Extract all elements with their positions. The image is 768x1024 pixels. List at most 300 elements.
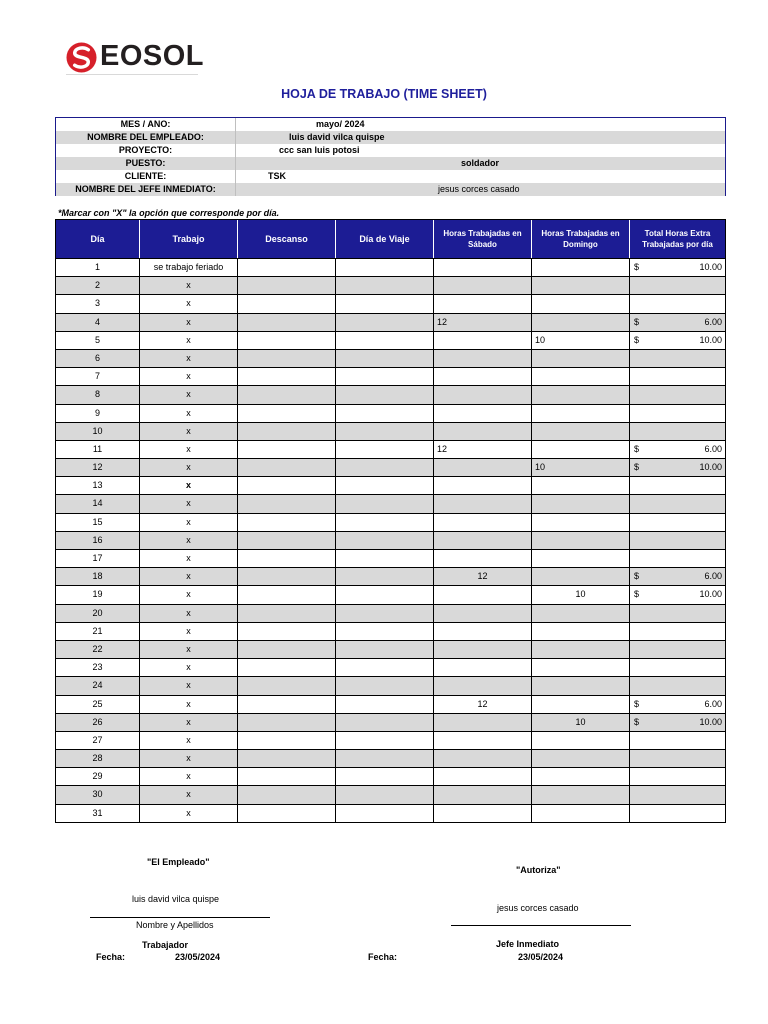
cell-trabajo: x xyxy=(140,677,238,694)
cell-domingo: 10 xyxy=(532,586,630,603)
table-row xyxy=(56,458,725,476)
cell-viaje xyxy=(336,786,434,803)
cell-total xyxy=(630,405,725,422)
header-trabajo: Trabajo xyxy=(140,220,238,258)
cell-total xyxy=(630,641,725,658)
cell-sabado xyxy=(434,277,532,294)
employee-info-table xyxy=(55,117,726,196)
total-value: 6.00 xyxy=(704,698,722,709)
cell-sabado xyxy=(434,586,532,603)
cell-sabado xyxy=(434,659,532,676)
supervisor-role: Jefe Inmediato xyxy=(496,939,560,949)
cell-sabado xyxy=(434,623,532,640)
supervisor-signature-name: jesus corces casado xyxy=(497,903,579,913)
cell-trabajo: x xyxy=(140,368,238,385)
cell-total xyxy=(630,605,725,622)
cell-trabajo: se trabajo feriado xyxy=(140,259,238,276)
employee-signature-caption: Nombre y Apellidos xyxy=(136,920,214,930)
cell-dia: 3 xyxy=(56,295,140,312)
table-row xyxy=(56,676,725,694)
cell-sabado xyxy=(434,805,532,822)
cell-dia: 14 xyxy=(56,495,140,512)
cell-descanso xyxy=(238,459,336,476)
cell-domingo xyxy=(532,477,630,494)
cell-total xyxy=(630,677,725,694)
cell-dia: 19 xyxy=(56,586,140,603)
total-value: 10.00 xyxy=(699,262,722,272)
cell-sabado xyxy=(434,350,532,367)
cell-dia: 17 xyxy=(56,550,140,567)
cell-descanso xyxy=(238,568,336,585)
cell-descanso xyxy=(238,295,336,312)
table-row xyxy=(56,313,725,331)
cell-domingo xyxy=(532,768,630,785)
cell-trabajo: x xyxy=(140,295,238,312)
cell-viaje xyxy=(336,805,434,822)
cell-dia: 12 xyxy=(56,459,140,476)
table-row xyxy=(56,276,725,294)
cell-viaje xyxy=(336,550,434,567)
table-row xyxy=(56,294,725,312)
cell-dia: 2 xyxy=(56,277,140,294)
cell-sabado xyxy=(434,495,532,512)
info-row-client xyxy=(56,170,725,183)
cell-total xyxy=(630,459,725,476)
cell-descanso xyxy=(238,259,336,276)
cell-dia: 15 xyxy=(56,514,140,531)
info-label: PUESTO: xyxy=(56,157,236,170)
header-domingo: Horas Trabajadas en Domingo xyxy=(532,220,630,258)
employee-signature-name: luis david vilca quispe xyxy=(132,894,220,904)
cell-total xyxy=(630,368,725,385)
cell-viaje xyxy=(336,623,434,640)
cell-descanso xyxy=(238,586,336,603)
cell-dia: 30 xyxy=(56,786,140,803)
info-row-project xyxy=(56,144,725,157)
cell-viaje xyxy=(336,277,434,294)
currency-symbol: $ xyxy=(634,462,640,473)
cell-sabado xyxy=(434,332,532,349)
cell-descanso xyxy=(238,495,336,512)
cell-domingo: 10 xyxy=(532,332,630,349)
cell-total xyxy=(630,568,725,585)
cell-dia: 25 xyxy=(56,696,140,713)
cell-domingo xyxy=(532,696,630,713)
cell-domingo xyxy=(532,805,630,822)
header-dia: Día xyxy=(56,220,140,258)
cell-trabajo: x xyxy=(140,696,238,713)
cell-dia: 10 xyxy=(56,423,140,440)
total-value: 6.00 xyxy=(704,316,722,327)
header-sabado: Horas Trabajadas en Sábado xyxy=(434,220,532,258)
info-value: TSK xyxy=(268,171,286,181)
table-row xyxy=(56,549,725,567)
table-row xyxy=(56,804,725,822)
currency-symbol: $ xyxy=(634,589,640,600)
cell-trabajo: x xyxy=(140,495,238,512)
cell-viaje xyxy=(336,750,434,767)
cell-descanso xyxy=(238,750,336,767)
currency-symbol: $ xyxy=(634,698,640,709)
cell-total xyxy=(630,332,725,349)
cell-dia: 5 xyxy=(56,332,140,349)
cell-viaje xyxy=(336,586,434,603)
cell-trabajo: x xyxy=(140,714,238,731)
cell-total xyxy=(630,423,725,440)
table-row xyxy=(56,494,725,512)
cell-domingo xyxy=(532,277,630,294)
table-row xyxy=(56,476,725,494)
cell-trabajo: x xyxy=(140,386,238,403)
cell-viaje xyxy=(336,350,434,367)
info-value: luis david vilca quispe xyxy=(289,132,385,142)
cell-trabajo: x xyxy=(140,768,238,785)
cell-domingo xyxy=(532,405,630,422)
cell-domingo xyxy=(532,532,630,549)
cell-trabajo: x xyxy=(140,732,238,749)
cell-trabajo: x xyxy=(140,641,238,658)
instruction-note: *Marcar con "X" la opción que corresponde por día. xyxy=(58,208,280,218)
header-descanso: Descanso xyxy=(238,220,336,258)
table-row xyxy=(56,331,725,349)
info-label: NOMBRE DEL JEFE INMEDIATO: xyxy=(56,183,236,196)
cell-domingo xyxy=(532,441,630,458)
cell-viaje xyxy=(336,568,434,585)
cell-trabajo: x xyxy=(140,314,238,331)
cell-total xyxy=(630,550,725,567)
cell-total xyxy=(630,295,725,312)
cell-descanso xyxy=(238,623,336,640)
table-row xyxy=(56,531,725,549)
cell-dia: 28 xyxy=(56,750,140,767)
cell-total xyxy=(630,586,725,603)
currency-symbol: $ xyxy=(634,334,640,345)
cell-dia: 7 xyxy=(56,368,140,385)
cell-trabajo: x xyxy=(140,514,238,531)
cell-sabado: 12 xyxy=(434,314,532,331)
cell-sabado xyxy=(434,605,532,622)
cell-trabajo: x xyxy=(140,423,238,440)
cell-domingo xyxy=(532,295,630,312)
cell-dia: 31 xyxy=(56,805,140,822)
cell-viaje xyxy=(336,677,434,694)
info-label: MES / ANO: xyxy=(56,118,236,131)
cell-sabado xyxy=(434,295,532,312)
employee-date: 23/05/2024 xyxy=(175,952,221,962)
cell-viaje xyxy=(336,386,434,403)
info-value: soldador xyxy=(461,158,500,168)
cell-trabajo: x xyxy=(140,441,238,458)
cell-domingo xyxy=(532,659,630,676)
cell-domingo xyxy=(532,605,630,622)
info-value: ccc san luis potosi xyxy=(279,145,360,155)
cell-sabado xyxy=(434,532,532,549)
cell-domingo: 10 xyxy=(532,714,630,731)
cell-viaje xyxy=(336,368,434,385)
cell-descanso xyxy=(238,768,336,785)
company-logo xyxy=(66,40,205,74)
table-row xyxy=(56,585,725,603)
cell-descanso xyxy=(238,532,336,549)
table-row xyxy=(56,404,725,422)
cell-sabado xyxy=(434,550,532,567)
cell-trabajo: x xyxy=(140,805,238,822)
cell-viaje xyxy=(336,477,434,494)
cell-domingo xyxy=(532,423,630,440)
cell-descanso xyxy=(238,732,336,749)
cell-dia: 21 xyxy=(56,623,140,640)
cell-dia: 22 xyxy=(56,641,140,658)
cell-viaje xyxy=(336,732,434,749)
cell-descanso xyxy=(238,514,336,531)
cell-domingo: 10 xyxy=(532,459,630,476)
supervisor-date: 23/05/2024 xyxy=(518,952,564,962)
cell-total xyxy=(630,786,725,803)
cell-descanso xyxy=(238,641,336,658)
table-row xyxy=(56,440,725,458)
cell-total xyxy=(630,714,725,731)
total-value: 10.00 xyxy=(699,589,722,600)
cell-domingo xyxy=(532,568,630,585)
cell-trabajo: x xyxy=(140,332,238,349)
cell-trabajo: x xyxy=(140,786,238,803)
table-row xyxy=(56,513,725,531)
total-value: 10.00 xyxy=(699,716,722,727)
cell-dia: 18 xyxy=(56,568,140,585)
cell-domingo xyxy=(532,350,630,367)
cell-viaje xyxy=(336,459,434,476)
cell-dia: 6 xyxy=(56,350,140,367)
cell-trabajo: x xyxy=(140,532,238,549)
info-row-position xyxy=(56,157,725,170)
cell-trabajo: x xyxy=(140,477,238,494)
logo-divider xyxy=(66,74,198,75)
cell-domingo xyxy=(532,314,630,331)
cell-descanso xyxy=(238,368,336,385)
currency-symbol: $ xyxy=(634,262,640,272)
employee-date-label: Fecha: xyxy=(96,952,126,962)
total-value: 6.00 xyxy=(704,443,722,454)
cell-total xyxy=(630,623,725,640)
cell-trabajo: x xyxy=(140,405,238,422)
cell-total xyxy=(630,768,725,785)
cell-domingo xyxy=(532,495,630,512)
cell-trabajo: x xyxy=(140,586,238,603)
employee-role: Trabajador xyxy=(142,940,189,950)
total-value: 6.00 xyxy=(704,571,722,582)
page-title: HOJA DE TRABAJO (TIME SHEET) xyxy=(281,87,487,101)
cell-descanso xyxy=(238,714,336,731)
cell-dia: 16 xyxy=(56,532,140,549)
table-row xyxy=(56,349,725,367)
cell-viaje xyxy=(336,532,434,549)
cell-total xyxy=(630,805,725,822)
cell-descanso xyxy=(238,350,336,367)
cell-dia: 24 xyxy=(56,677,140,694)
cell-dia: 26 xyxy=(56,714,140,731)
table-row xyxy=(56,622,725,640)
supervisor-signature-line xyxy=(451,925,631,926)
table-row xyxy=(56,749,725,767)
cell-total xyxy=(630,350,725,367)
table-row xyxy=(56,422,725,440)
cell-total xyxy=(630,750,725,767)
cell-sabado xyxy=(434,750,532,767)
cell-descanso xyxy=(238,605,336,622)
table-header xyxy=(56,220,725,258)
cell-sabado xyxy=(434,768,532,785)
info-row-supervisor xyxy=(56,183,725,196)
cell-total xyxy=(630,314,725,331)
cell-sabado xyxy=(434,714,532,731)
cell-sabado xyxy=(434,259,532,276)
cell-viaje xyxy=(336,423,434,440)
cell-total xyxy=(630,732,725,749)
cell-trabajo: x xyxy=(140,277,238,294)
cell-domingo xyxy=(532,641,630,658)
cell-domingo xyxy=(532,368,630,385)
cell-dia: 29 xyxy=(56,768,140,785)
cell-sabado xyxy=(434,641,532,658)
cell-viaje xyxy=(336,659,434,676)
currency-symbol: $ xyxy=(634,443,640,454)
cell-dia: 1 xyxy=(56,259,140,276)
total-value: 10.00 xyxy=(699,334,722,345)
cell-sabado xyxy=(434,677,532,694)
cell-domingo xyxy=(532,514,630,531)
cell-descanso xyxy=(238,805,336,822)
cell-trabajo: x xyxy=(140,750,238,767)
table-row xyxy=(56,695,725,713)
cell-domingo xyxy=(532,732,630,749)
cell-dia: 23 xyxy=(56,659,140,676)
cell-domingo xyxy=(532,386,630,403)
table-row xyxy=(56,567,725,585)
table-row xyxy=(56,604,725,622)
info-row-employee xyxy=(56,131,725,144)
cell-sabado xyxy=(434,423,532,440)
info-value: jesus corces casado xyxy=(438,184,520,194)
cell-sabado xyxy=(434,514,532,531)
cell-dia: 8 xyxy=(56,386,140,403)
cell-descanso xyxy=(238,477,336,494)
cell-viaje xyxy=(336,441,434,458)
cell-total xyxy=(630,514,725,531)
cell-trabajo: x xyxy=(140,623,238,640)
cell-trabajo: x xyxy=(140,568,238,585)
cell-domingo xyxy=(532,750,630,767)
cell-domingo xyxy=(532,259,630,276)
cell-trabajo: x xyxy=(140,459,238,476)
cell-total xyxy=(630,696,725,713)
table-row xyxy=(56,640,725,658)
cell-viaje xyxy=(336,714,434,731)
table-row xyxy=(56,785,725,803)
cell-total xyxy=(630,386,725,403)
brand-name: EOSOL xyxy=(100,40,205,72)
supervisor-date-label: Fecha: xyxy=(368,952,398,962)
cell-viaje xyxy=(336,495,434,512)
cell-dia: 4 xyxy=(56,314,140,331)
cell-sabado xyxy=(434,405,532,422)
cell-dia: 27 xyxy=(56,732,140,749)
authorizer-signature-title: "Autoriza" xyxy=(516,865,561,875)
cell-sabado xyxy=(434,368,532,385)
cell-total xyxy=(630,259,725,276)
timesheet-table xyxy=(55,219,726,823)
cell-descanso xyxy=(238,659,336,676)
employee-signature-title: "El Empleado" xyxy=(147,857,210,867)
table-row xyxy=(56,713,725,731)
cell-total xyxy=(630,659,725,676)
cell-total xyxy=(630,477,725,494)
cell-descanso xyxy=(238,696,336,713)
cell-viaje xyxy=(336,314,434,331)
cell-sabado: 12 xyxy=(434,441,532,458)
cell-descanso xyxy=(238,386,336,403)
cell-domingo xyxy=(532,550,630,567)
cell-trabajo: x xyxy=(140,350,238,367)
cell-sabado xyxy=(434,732,532,749)
cell-sabado xyxy=(434,786,532,803)
cell-dia: 9 xyxy=(56,405,140,422)
eosol-logo-icon xyxy=(66,42,97,73)
info-label: CLIENTE: xyxy=(56,170,236,183)
cell-total xyxy=(630,532,725,549)
currency-symbol: $ xyxy=(634,716,640,727)
cell-trabajo: x xyxy=(140,659,238,676)
cell-trabajo: x xyxy=(140,550,238,567)
cell-descanso xyxy=(238,423,336,440)
cell-viaje xyxy=(336,405,434,422)
cell-dia: 13 xyxy=(56,477,140,494)
cell-viaje xyxy=(336,641,434,658)
cell-trabajo: x xyxy=(140,605,238,622)
info-label: PROYECTO: xyxy=(56,144,236,157)
cell-viaje xyxy=(336,295,434,312)
cell-viaje xyxy=(336,768,434,785)
cell-descanso xyxy=(238,677,336,694)
cell-descanso xyxy=(238,332,336,349)
table-row xyxy=(56,258,725,276)
cell-sabado: 12 xyxy=(434,696,532,713)
info-row-month xyxy=(56,118,725,131)
cell-sabado xyxy=(434,477,532,494)
cell-sabado xyxy=(434,386,532,403)
cell-descanso xyxy=(238,441,336,458)
cell-domingo xyxy=(532,786,630,803)
cell-domingo xyxy=(532,677,630,694)
cell-viaje xyxy=(336,696,434,713)
table-row xyxy=(56,367,725,385)
cell-viaje xyxy=(336,514,434,531)
table-row xyxy=(56,731,725,749)
cell-sabado: 12 xyxy=(434,568,532,585)
cell-total xyxy=(630,495,725,512)
cell-dia: 20 xyxy=(56,605,140,622)
cell-viaje xyxy=(336,605,434,622)
cell-dia: 11 xyxy=(56,441,140,458)
cell-total xyxy=(630,441,725,458)
table-row xyxy=(56,385,725,403)
currency-symbol: $ xyxy=(634,571,640,582)
header-total: Total Horas Extra Trabajadas por día xyxy=(642,229,713,249)
table-row xyxy=(56,767,725,785)
cell-descanso xyxy=(238,405,336,422)
info-value: mayo/ 2024 xyxy=(316,119,365,129)
cell-viaje xyxy=(336,332,434,349)
cell-sabado xyxy=(434,459,532,476)
